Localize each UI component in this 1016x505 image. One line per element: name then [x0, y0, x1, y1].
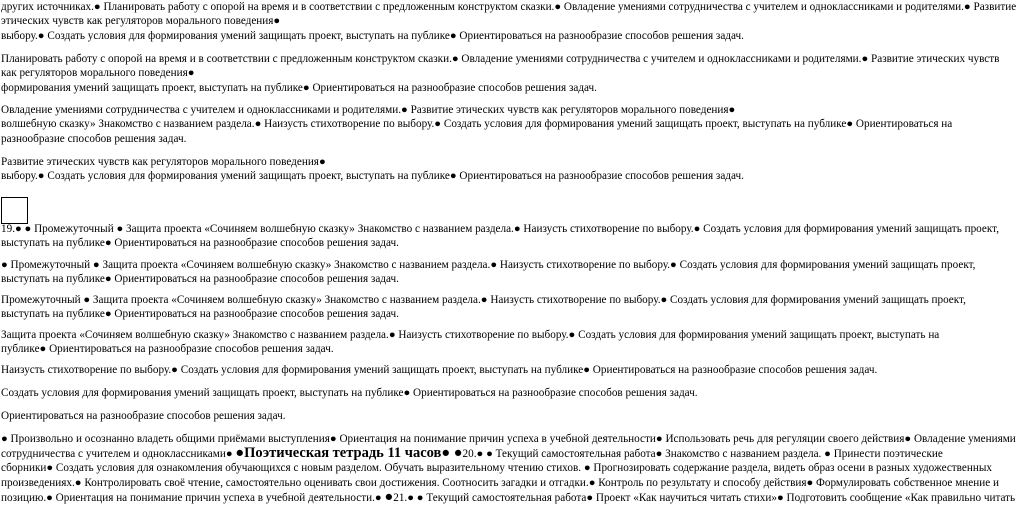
text-line: Планировать работу с опорой на время и в соответствии с предложенным конструктом сказки.● Овладение умениями сотрудничества с учителем и одноклассниками и родителями.● Развитие этических чувств: [1, 53, 1000, 65]
text-line: Создать условия для формирования умений защищать проект, выступать на публике● Ориентироваться на разнообразие способов решения задач.: [1, 387, 698, 399]
text-line: Наизусть стихотворение по выбору.● Создать условия для формирования умений защищать проект, выступать на публике● Ориентироваться на разнообразие способов решения задач.: [1, 364, 878, 376]
text-segment: 21.● ● Текущий самостоятельная работа● Проект «Как научиться читать стихи»● Подготовить сообщение «Как правильно читать: [393, 491, 1016, 504]
text-block-7: [1, 293, 966, 322]
text-block-5: [1, 222, 999, 251]
text-line: произведениях.● Контролировать своё чтение, самостоятельно оценивать свои достижения. Соотносить загадки и отгадки.● Контроль по результату и способу действия● Формулировать собственное мнение и: [1, 476, 999, 489]
text-block-9: [1, 363, 878, 377]
text-block-6: [1, 258, 976, 287]
text-line-with-heading: [1, 445, 943, 462]
text-line: выступать на публике● Ориентироваться на разнообразие способов решения задач.: [1, 308, 399, 321]
text-line: ● Промежуточный ● Защита проекта «Сочиняем волшебную сказку» Знакомство с названием раздела.● Наизусть стихотворение по выбору.● Создать условия для формирования умений защищать проект,: [1, 259, 976, 271]
text-block-10: [1, 386, 813, 400]
text-block-2: [1, 52, 1000, 95]
text-block-4: [1, 155, 813, 184]
text-line-with-bullet: [1, 488, 1016, 505]
text-segment: сотрудничества с учителем и одноклассниками●: [1, 448, 236, 461]
text-block-1: [1, 0, 1016, 43]
text-line: Ориентироваться на разнообразие способов решения задач.: [1, 410, 286, 422]
text-segment: 20.● ● Текущий самостоятельная работа● Знакомство с названием раздела. ● Принести поэтические: [462, 448, 943, 461]
text-segment: позицию.● Ориентация на понимание причин успеха в учебной деятельности.●: [1, 491, 385, 504]
text-block-11: [1, 409, 813, 423]
text-line: волшебную сказку» Знакомство с названием раздела.● Наизусть стихотворение по выбору.● Создать условия для формирования умений защищать проект, выступать на публике● Ориентироваться на: [1, 118, 953, 131]
text-line: выступать на публике● Ориентироваться на разнообразие способов решения задач.: [1, 237, 399, 250]
text-line: других источниках.● Планировать работу с опорой на время и в соответствии с предложенным конструктом сказки.● Овладение умениями сотрудничества с учителем и одноклассниками и родителями.● Развитие: [1, 1, 1016, 13]
text-line: 19.● ● Промежуточный ● Защита проекта «Сочиняем волшебную сказку» Знакомство с названием раздела.● Наизусть стихотворение по выбору.● Создать условия для формирования умений защищать проект,: [1, 223, 999, 235]
text-line: формирования умений защищать проект, выступать на публике● Ориентироваться на разнообразие способов решения задач.: [1, 81, 597, 94]
large-bullet: ●: [384, 488, 394, 505]
text-line: ● Произвольно и осознанно владеть общими приёмами выступления● Ориентация на понимание причин успеха в учебной деятельности● Использовать речь для регуляции своего действия● Овладение умениями: [1, 433, 1016, 445]
empty-table-cell: [1, 197, 28, 224]
text-block-final: [1, 432, 1016, 505]
text-line: выбору.● Создать условия для формирования умений защищать проект, выступать на публике● Ориентироваться на разнообразие способов решения задач.: [1, 170, 744, 183]
text-line: Защита проекта «Сочиняем волшебную сказку» Знакомство с названием раздела.● Наизусть стихотворение по выбору.● Создать условия для формирования умений защищать проект, выступать на: [1, 329, 940, 341]
text-line: выступать на публике● Ориентироваться на разнообразие способов решения задач.: [1, 273, 399, 286]
text-line: как регуляторов морального поведения●: [1, 67, 195, 80]
text-line: разнообразие способов решения задач.: [1, 132, 187, 145]
text-line: выбору.● Создать условия для формирования умений защищать проект, выступать на публике● Ориентироваться на разнообразие способов решения задач.: [1, 29, 744, 42]
text-line: Развитие этических чувств как регуляторов морального поведения●: [1, 156, 326, 168]
text-line: публике● Ориентироваться на разнообразие способов решения задач.: [1, 343, 334, 356]
text-line: Промежуточный ● Защита проекта «Сочиняем волшебную сказку» Знакомство с названием раздела.● Наизусть стихотворение по выбору.● Создать условия для формирования умений защищать проект,: [1, 294, 966, 306]
text-line: Овладение умениями сотрудничества с учителем и одноклассниками и родителями.● Развитие этических чувств как регуляторов морального поведения●: [1, 104, 736, 116]
text-line: этических чувств как регуляторов морального поведения●: [1, 15, 281, 28]
text-line: сборники● Создать условия для ознакомления обучающихся с новым разделом. Обучать выразительному чтению стихов. ● Прогнозировать содержание раздела, видеть образ осени в разных художественных: [1, 462, 992, 475]
text-block-3: [1, 103, 953, 146]
section-heading: ●Поэтическая тетрадь 11 часов● ●: [235, 445, 463, 462]
text-block-8: [1, 328, 940, 357]
